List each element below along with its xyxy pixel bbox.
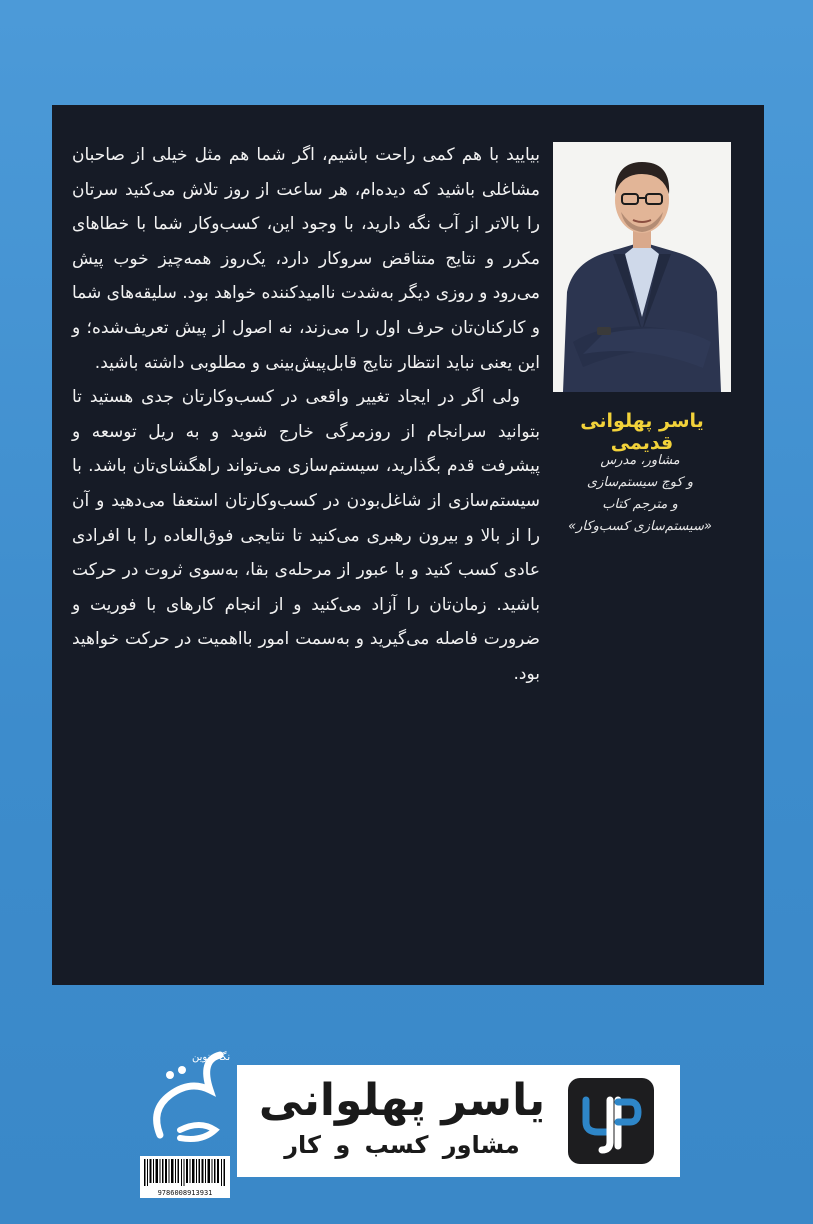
author-desc-line: و کوچ سیستم‌سازی — [586, 475, 694, 490]
isbn-barcode — [140, 1156, 230, 1188]
publisher-name: نگاه نوین — [192, 1052, 231, 1063]
blurb-paragraph-1: بیایید با هم کمی راحت باشیم، اگر شما هم مثل خیلی از صاحبان مشاغلی باشید که دیده‌ام، هر ساعت از روز تلاش می‌کنید سرتان را بالاتر از آب نگه دارید، با وجود این، کسب‌وکار شما با خطاهای مکرر و نتایج متناقض سروکار دارد، یک‌روز همه‌چیز خوب پیش می‌رود و روزی دیگر به‌شدت ناامیدکننده خواهد بود. سلیقه‌های شما و کارکنان‌تان حرف اول را می‌زند، نه اصول از پیش تعریف‌شده؛ و این یعنی نباید انتظار نتایج قابل‌پیش‌بینی و مطلوبی داشته باشید. — [72, 145, 540, 373]
author-name: یاسر پهلوانی قدیمی — [580, 410, 704, 454]
yp-monogram-icon — [568, 1078, 654, 1164]
brand-mark — [568, 1078, 654, 1164]
blurb-paragraph-2: ولی اگر در ایجاد تغییر واقعی در کسب‌وکارتان جدی هستید تا بتوانید سرانجام از روزمرگی خارج شوید و به ریل توسعه و پیشرفت قدم بگذارید، سیستم‌سازی می‌تواند راهگشای‌تان باشد. با سیستم‌سازی از شاغل‌بودن در کسب‌وکارتان استعفا می‌دهید و آن را از بالا و بیرون رهبری می‌کنید تا نتایجی فوق‌العاده را با افرادی عادی کسب کنید و با عبور از مرحله‌ی بقا، به‌سوی ثروت در حرکت باشید. زمان‌تان را آزاد می‌کنید و از انجام کارهای با فوریت و ضرورت فاصله می‌گیرید و به‌سمت امور بااهمیت در حرکت خواهید بود. — [72, 387, 540, 684]
brand-subtitle: مشاور کسب و کار — [284, 1131, 520, 1159]
blurb-text — [72, 138, 540, 692]
author-desc-line: مشاور، مدرس — [600, 453, 680, 468]
publisher-logo — [140, 1050, 232, 1150]
author-photo — [553, 142, 731, 392]
author-desc-line: «سیستم‌سازی کسب‌وکار» — [568, 519, 712, 534]
author-portrait-icon — [553, 142, 731, 392]
isbn-number: 9786008913931 — [140, 1188, 230, 1198]
brand-name: یاسر پهلوانی — [258, 1075, 546, 1126]
publisher-calligraphy-icon — [140, 1050, 232, 1150]
author-description — [545, 450, 735, 538]
barcode-icon — [140, 1156, 230, 1188]
author-desc-line: و مترجم کتاب — [602, 497, 678, 512]
brand-logo-box — [237, 1065, 680, 1177]
